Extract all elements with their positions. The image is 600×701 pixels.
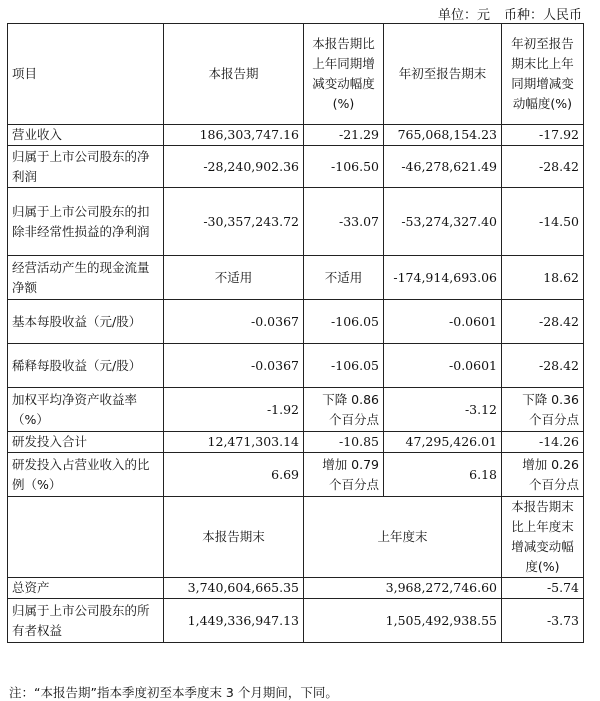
footnote: 注：“本报告期”指本季度初至本季度末 3 个月期间，下同。	[9, 685, 338, 700]
row-prior-end: 1,505,492,938.55	[304, 599, 502, 643]
header-row	[8, 24, 584, 125]
row-current-change: -106.05	[304, 344, 384, 388]
row-current-change: 不适用	[304, 256, 384, 300]
row-item: 基本每股收益（元/股）	[8, 300, 164, 344]
row-current: 12,471,303.14	[164, 432, 304, 453]
row-ytd-change: -17.92	[502, 125, 584, 146]
row-ytd: -53,274,327.40	[384, 188, 502, 256]
row-item: 经营活动产生的现金流量净额	[8, 256, 164, 300]
row-item: 研发投入合计	[8, 432, 164, 453]
row-ytd: 47,295,426.01	[384, 432, 502, 453]
row-current-change: -10.85	[304, 432, 384, 453]
header-current-change: 本报告期比上年同期增减变动幅度(%)	[304, 24, 384, 125]
table-row	[8, 125, 584, 146]
row-current-change: -21.29	[304, 125, 384, 146]
row-ytd-change: -28.42	[502, 300, 584, 344]
row-ytd-change: -28.42	[502, 146, 584, 188]
row-item: 加权平均净资产收益率（%）	[8, 388, 164, 432]
row-item: 归属于上市公司股东的净利润	[8, 146, 164, 188]
row-ytd: 6.18	[384, 453, 502, 497]
row-item: 研发投入占营业收入的比例（%）	[8, 453, 164, 497]
row-prior-end: 3,968,272,746.60	[304, 578, 502, 599]
row-ytd-change: 增加 0.26 个百分点	[502, 453, 584, 497]
row-current: -28,240,902.36	[164, 146, 304, 188]
table-row	[8, 256, 584, 300]
row-ytd-change: -28.42	[502, 344, 584, 388]
table-row	[8, 453, 584, 497]
row-item: 归属于上市公司股东的扣除非经常性损益的净利润	[8, 188, 164, 256]
header2-current-end: 本报告期末	[164, 497, 304, 578]
row-current-change: -33.07	[304, 188, 384, 256]
header-item: 项目	[8, 24, 164, 125]
row-item: 总资产	[8, 578, 164, 599]
table-row	[8, 599, 584, 643]
currency-label: 币种：人民币	[503, 8, 582, 23]
header-ytd-change: 年初至报告期末比上年同期增减变动幅度(%)	[502, 24, 584, 125]
row-current: -0.0367	[164, 300, 304, 344]
header2-blank	[8, 497, 164, 578]
row-current: 186,303,747.16	[164, 125, 304, 146]
row-ytd: -0.0601	[384, 344, 502, 388]
row-current: -30,357,243.72	[164, 188, 304, 256]
row-ytd: -174,914,693.06	[384, 256, 502, 300]
row-item: 归属于上市公司股东的所有者权益	[8, 599, 164, 643]
row-current-change: 增加 0.79 个百分点	[304, 453, 384, 497]
row-ytd: -0.0601	[384, 300, 502, 344]
row-ytd-change: -14.50	[502, 188, 584, 256]
header2-change: 本报告期末比上年度末增减变动幅度(%)	[502, 497, 584, 578]
table-row	[8, 344, 584, 388]
row-item: 稀释每股收益（元/股）	[8, 344, 164, 388]
row-ytd-change: -14.26	[502, 432, 584, 453]
row-current-end: 3,740,604,665.35	[164, 578, 304, 599]
header-row-2	[8, 497, 584, 578]
table-row	[8, 578, 584, 599]
table-row	[8, 432, 584, 453]
row-change: -5.74	[502, 578, 584, 599]
row-current-change: -106.50	[304, 146, 384, 188]
table-row	[8, 188, 584, 256]
row-current: -0.0367	[164, 344, 304, 388]
table-row	[8, 300, 584, 344]
row-change: -3.73	[502, 599, 584, 643]
row-item: 营业收入	[8, 125, 164, 146]
row-current: 6.69	[164, 453, 304, 497]
financial-table	[7, 23, 584, 643]
unit-label: 单位：元	[437, 8, 490, 23]
unit-line	[438, 4, 582, 23]
row-ytd-change: 18.62	[502, 256, 584, 300]
row-current: 不适用	[164, 256, 304, 300]
row-ytd: 765,068,154.23	[384, 125, 502, 146]
row-ytd: -3.12	[384, 388, 502, 432]
table-row	[8, 388, 584, 432]
header2-prior-end: 上年度末	[304, 497, 502, 578]
header-ytd: 年初至报告期末	[384, 24, 502, 125]
table-row	[8, 146, 584, 188]
row-current-change: -106.05	[304, 300, 384, 344]
row-current: -1.92	[164, 388, 304, 432]
row-current-change: 下降 0.86 个百分点	[304, 388, 384, 432]
row-ytd-change: 下降 0.36 个百分点	[502, 388, 584, 432]
header-current: 本报告期	[164, 24, 304, 125]
row-current-end: 1,449,336,947.13	[164, 599, 304, 643]
row-ytd: -46,278,621.49	[384, 146, 502, 188]
